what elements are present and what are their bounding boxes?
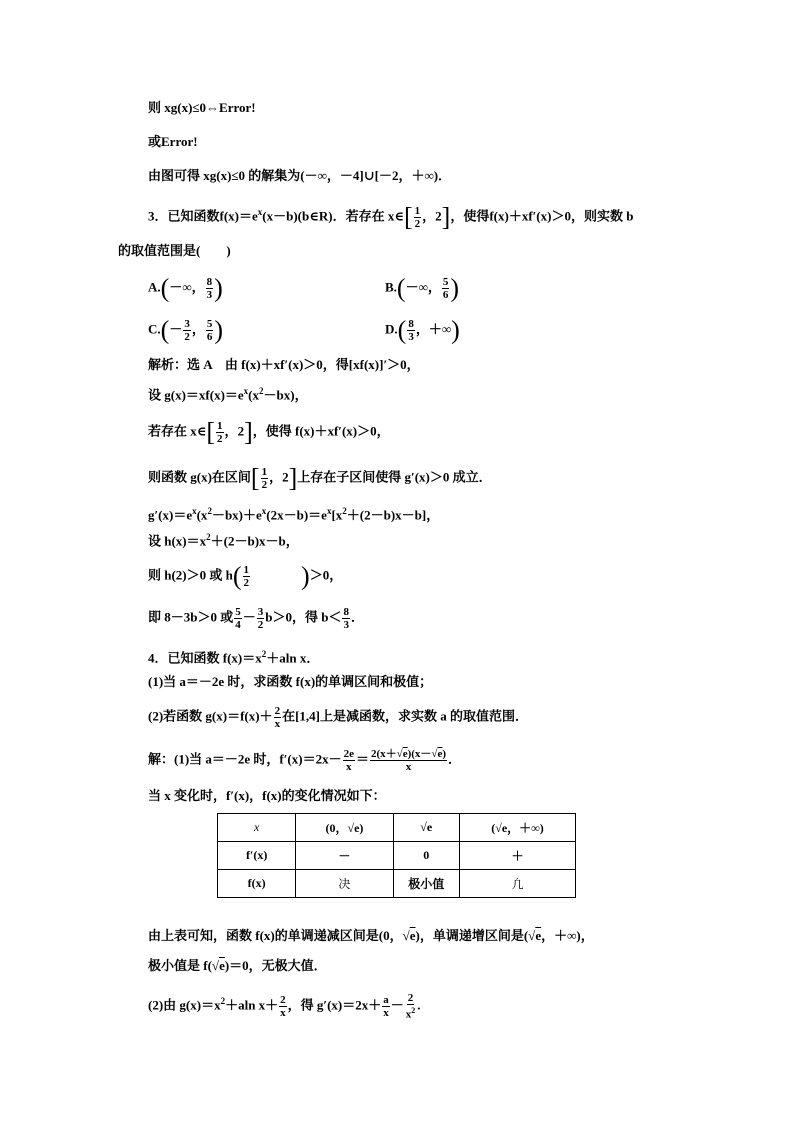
solution-line-2: 设 $g(x)=xf(x)=e^x(x^2-bx)$， — [148, 386, 308, 403]
table-cell: x — [218, 814, 296, 842]
option-d: D.( $\frac{8}{3}$ ，＋∞) — [385, 315, 460, 345]
table-cell: 凢 — [459, 870, 575, 898]
after-table-line-1: 由上表可知，函数 f(x)的单调递减区间是(0，√e)，单调递增区间是(√e，＋∞)， — [148, 928, 594, 943]
solution-line-7: 则 h(2)＞0 或 h( $\frac{1}{2}$ )＞0， — [148, 561, 343, 591]
table-cell: 极小值 — [393, 870, 459, 898]
line-or: 或Error! — [148, 134, 198, 149]
table-row — [218, 814, 576, 842]
after-table-line-2: 极小值是 f(√e)＝0，无极大值． — [148, 958, 327, 973]
question-4: 4．已知函数 $f(x)=x^2+aln$ x． — [148, 649, 320, 666]
solution-line-3: 若存在 x∈[ $\frac{1}{2}$ ，2]，使得 f(x)＋xf′(x)＞0， — [148, 417, 390, 447]
option-a: A.(－∞， $\frac{8}{3}$ ) — [148, 273, 223, 303]
question-4-part-1: (1)当 a＝－2e 时，求函数 f(x)的单调区间和极值； — [148, 674, 433, 689]
table-cell: ＋ — [459, 842, 575, 870]
solution-line-8: 即 8－3b＞0 或 $\frac{5}{4}$ － $\frac{3}{2}$ b＞0，得 b＜ $\frac{8}{3}$ ． — [148, 606, 364, 631]
table-cell: 0 — [393, 842, 459, 870]
solution-line-5: $g'(x)=e^x(x^2-bx)+e^x(2x-b)=e^x[x^2+(2-b)x-b]$， — [148, 506, 440, 523]
answer-line-1: 解：(1)当 a＝－2e 时，f′(x)＝2x－ $\frac{2e}{x}$ ＝ $\frac{2(x+√e)(x-√e)}{x}$ ． — [148, 748, 462, 773]
solution-line-1: 解析：选 A 由 f(x)＋xf′(x)＞0，得[xf(x)]′＞0， — [148, 357, 420, 372]
question-4-part-2: (2)若函数 g(x)＝f(x)＋ $\frac{2}{x}$ 在[1,4]上是减函数，求实数 a 的取值范围． — [148, 705, 528, 730]
table-cell: f′(x) — [218, 842, 296, 870]
table-cell: － — [296, 842, 393, 870]
table-cell: f(x) — [218, 870, 296, 898]
variation-table — [217, 813, 576, 898]
table-cell: (√e，＋∞) — [459, 814, 575, 842]
option-b: B.(－∞， $\frac{5}{6}$ ) — [385, 273, 460, 303]
after-table-line-3: (2)由 $g(x)=x^2+aln$ x＋ $\frac{2}{x}$ ，得 g′(x)＝2x＋ $\frac{a}{x}$ － $\frac{2}{x^2}$ . — [148, 992, 421, 1021]
question-3-line2: 的取值范围是( ) — [118, 243, 231, 258]
solution-line-4: 则函数 g(x)在区间[ $\frac{1}{2}$ ，2]上存在子区间使得 g′(x)＞0 成立． — [148, 463, 492, 493]
solution-line-6: 设 $h(x)=x^2+(2-b)x-b$， — [148, 532, 299, 549]
table-row — [218, 870, 576, 898]
answer-line-2: 当 x 变化时，f′(x)，f(x)的变化情况如下： — [148, 788, 386, 803]
table-cell: (0，√e) — [296, 814, 393, 842]
line-solution-set: 由图可得 xg(x)≤0 的解集为(－∞，－4]∪[－2，＋∞)． — [148, 168, 452, 183]
table-row — [218, 842, 576, 870]
option-c: C.(－ $\frac{3}{2}$ ， $\frac{5}{6}$ ) — [148, 315, 224, 345]
table-cell: √e — [393, 814, 459, 842]
question-3: 3．已知函数$f(x)=e^x(x-b)(b\in R)$．若存在 x∈[ $\frac{1}{2}$ ，2]，使得f(x)＋xf′(x)＞0，则实数 b — [148, 202, 634, 232]
table-cell: 决 — [296, 870, 393, 898]
line-condition: 则 xg(x)≤0⇔Error! — [148, 100, 256, 115]
